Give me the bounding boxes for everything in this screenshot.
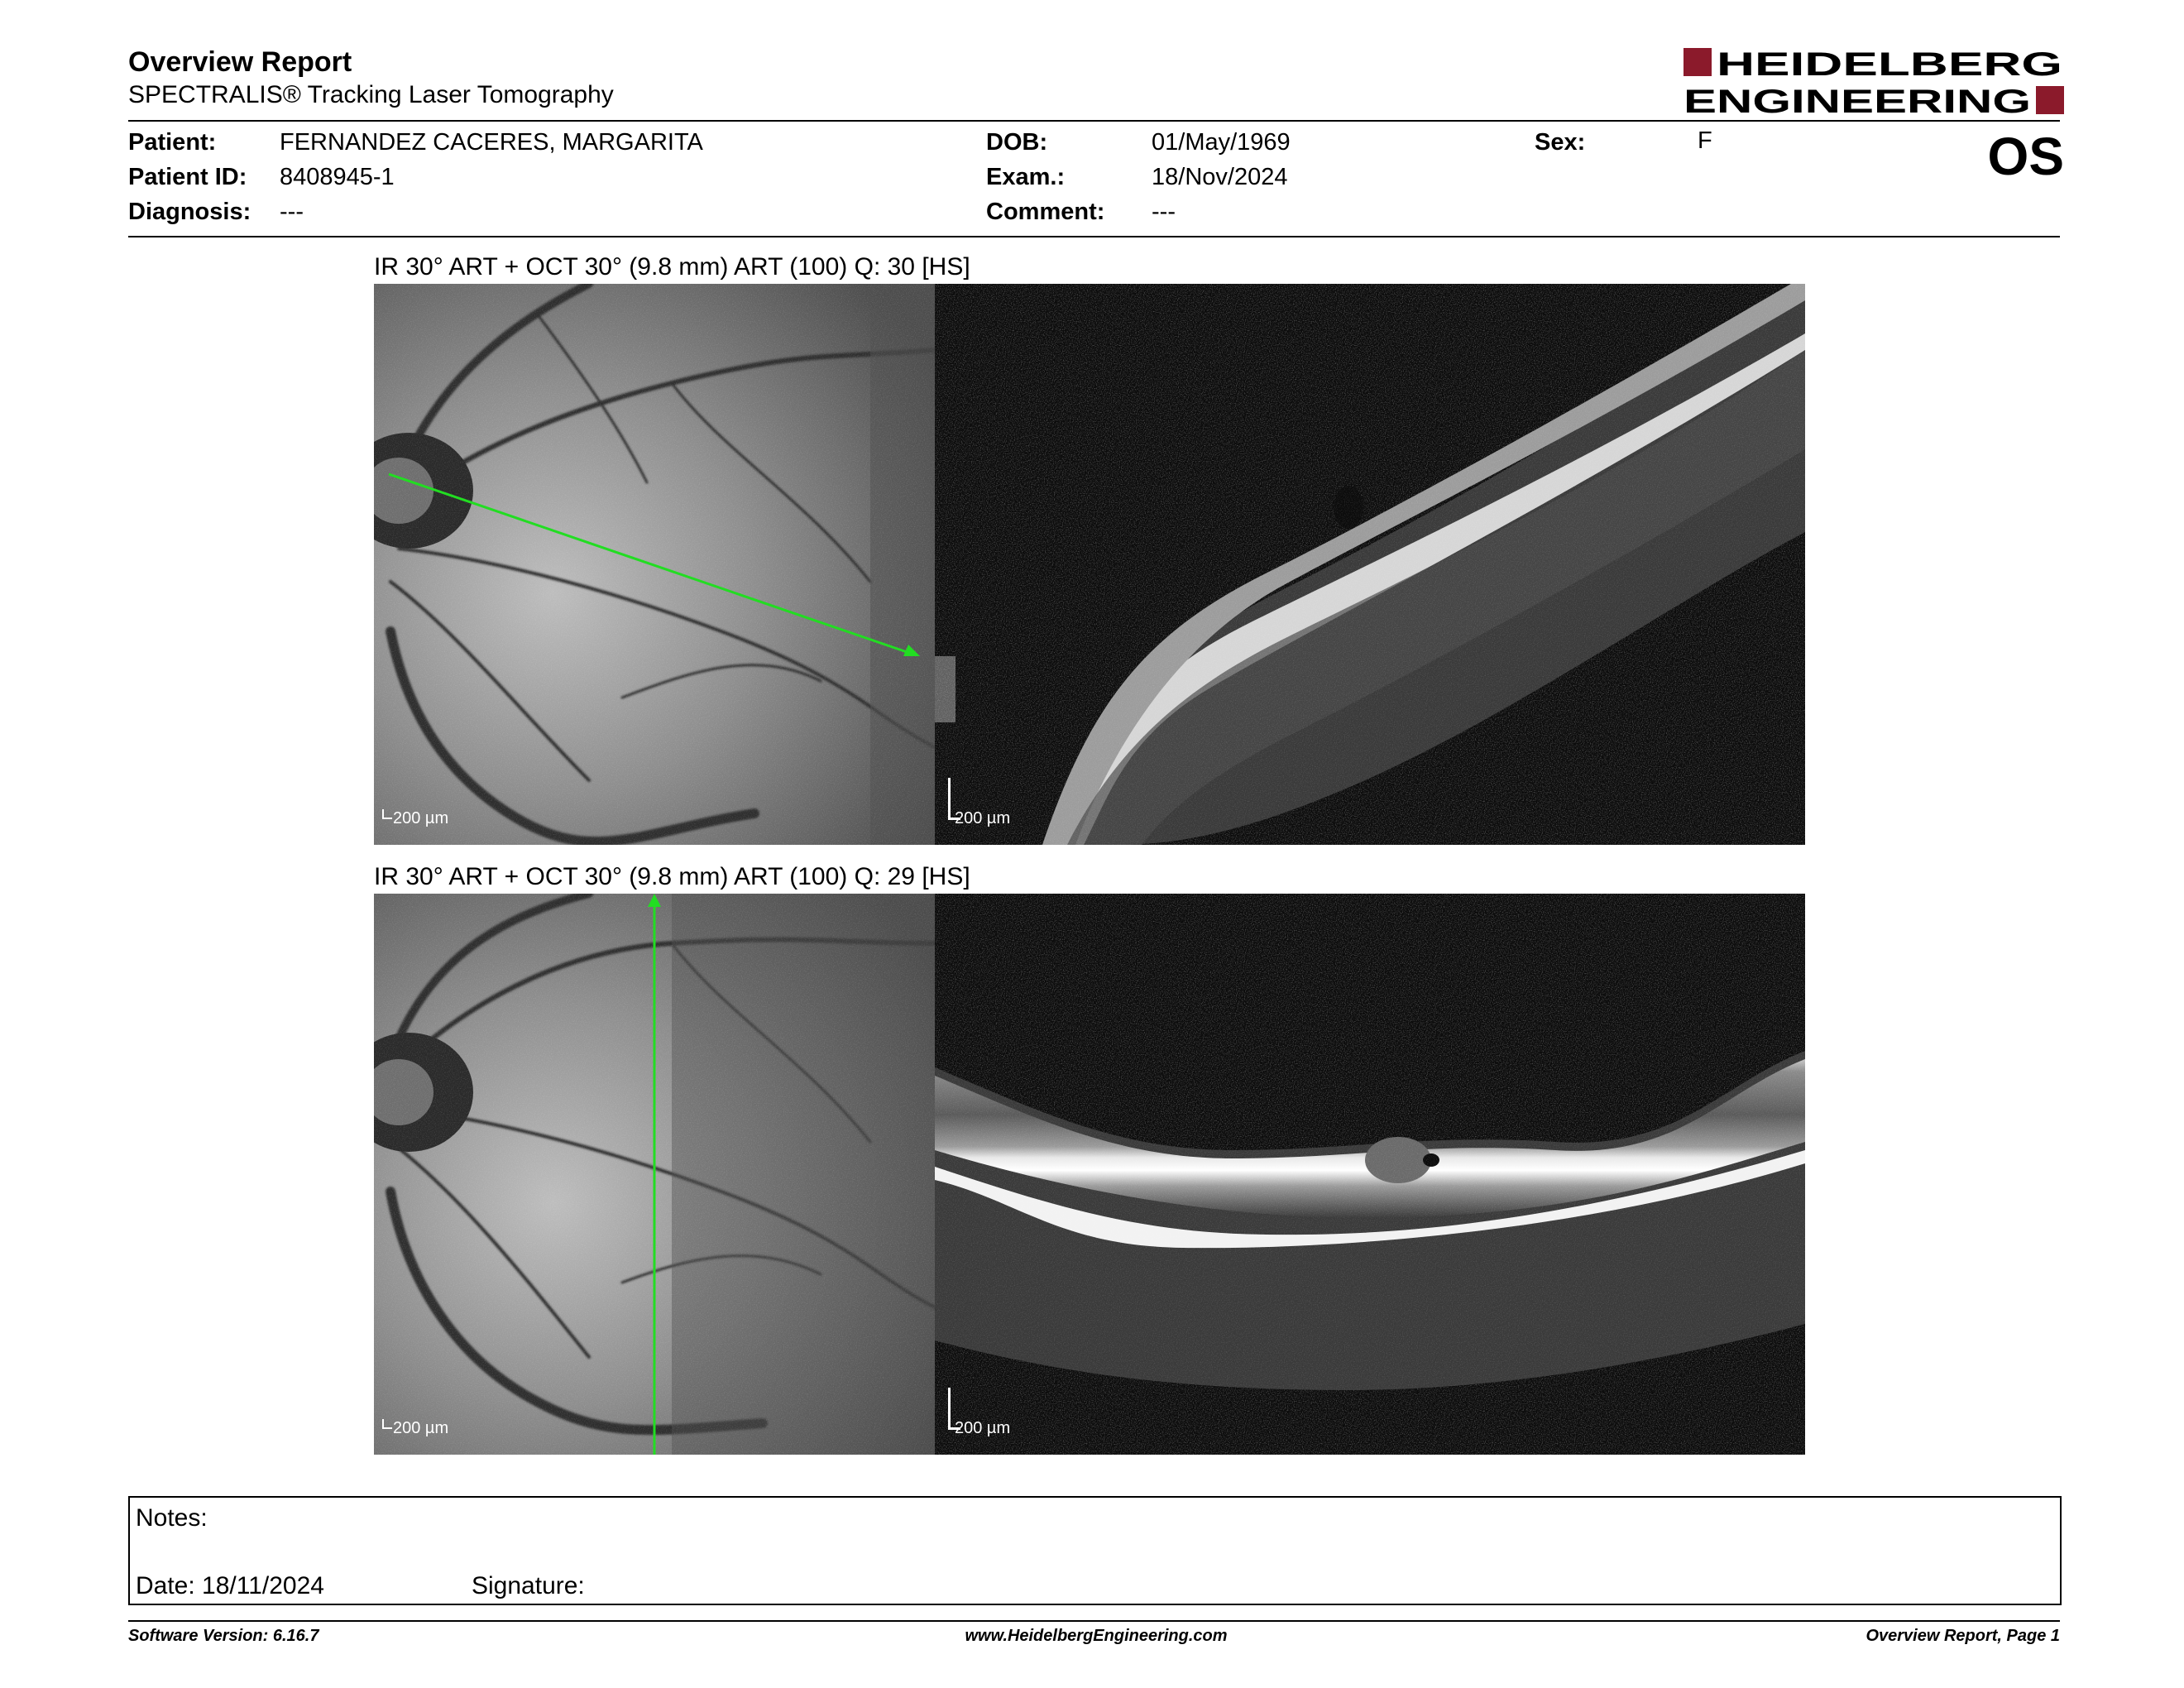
oct-bscan-image[interactable] (935, 894, 1805, 1455)
software-version: Software Version: 6.16.7 (128, 1627, 319, 1645)
scan-line-arrow (374, 284, 935, 845)
oct-scale-label: 200 µm (955, 809, 1011, 827)
report-title: Overview Report (128, 46, 352, 78)
website-link[interactable]: www.HeidelbergEngineering.com (965, 1627, 1228, 1645)
notes-box[interactable] (128, 1496, 2062, 1605)
oct-scale-label: 200 µm (955, 1419, 1011, 1437)
logo-line2: ENGINEERING (1684, 84, 2031, 117)
fundus-scale-label: 200 µm (393, 1419, 449, 1437)
patient-label: Patient: (128, 129, 217, 156)
scan-caption: IR 30° ART + OCT 30° (9.8 mm) ART (100) Q: 29 [HS] (374, 863, 970, 890)
fundus-scale-label: 200 µm (393, 809, 449, 827)
dob-label: DOB: (986, 129, 1048, 156)
sex-label: Sex: (1535, 129, 1586, 156)
patient-id-label: Patient ID: (128, 164, 247, 190)
comment-value: --- (1152, 199, 1176, 225)
heidelberg-logo (1684, 45, 2064, 117)
eye-indicator: OS (1987, 127, 2064, 186)
comment-label: Comment: (986, 199, 1105, 225)
patient-name: FERNANDEZ CACERES, MARGARITA (280, 129, 703, 156)
footer-divider (128, 1620, 2060, 1622)
report-subtitle: SPECTRALIS® Tracking Laser Tomography (128, 81, 614, 108)
patient-id: 8408945-1 (280, 164, 395, 190)
page-number: Overview Report, Page 1 (1866, 1627, 2060, 1645)
scale-bar-icon (382, 809, 392, 819)
dob-value: 01/May/1969 (1152, 129, 1291, 156)
exam-date: 18/Nov/2024 (1152, 164, 1288, 190)
notes-label: Notes: (136, 1504, 208, 1532)
signature-label: Signature: (472, 1572, 585, 1599)
diagnosis-value: --- (280, 199, 304, 225)
exam-label: Exam.: (986, 164, 1066, 190)
date-label: Date: 18/11/2024 (136, 1572, 324, 1599)
oct-bscan-image[interactable] (935, 284, 1805, 845)
scan-line-arrow (374, 894, 935, 1455)
diagnosis-label: Diagnosis: (128, 199, 251, 225)
scale-bar-icon (382, 1419, 392, 1429)
patient-divider (128, 236, 2060, 237)
scan-caption: IR 30° ART + OCT 30° (9.8 mm) ART (100) Q: 30 [HS] (374, 253, 970, 281)
logo-line1: HEIDELBERG (1717, 46, 2062, 83)
sex-value: F (1698, 127, 1712, 154)
header-divider (128, 120, 2060, 122)
